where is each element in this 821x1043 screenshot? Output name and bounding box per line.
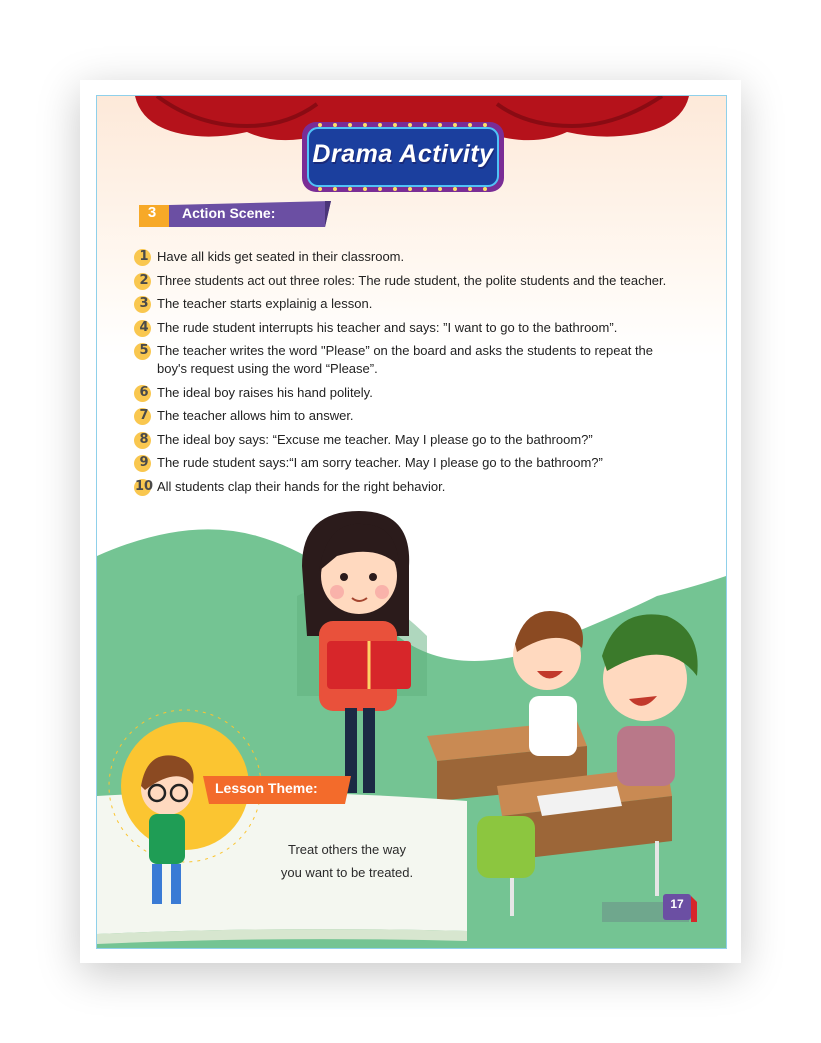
section-number: 3 (147, 204, 157, 221)
step-number-badge: 5 (133, 342, 155, 360)
step-text: Have all kids get seated in their classroom. (157, 249, 405, 264)
classroom-illustration (97, 96, 726, 948)
step-text: All students clap their hands for the right behavior. (157, 478, 446, 494)
lesson-theme-label: Lesson Theme: (215, 780, 318, 796)
step-text: The rude student interrupts his teacher and says: ”I want to go to the bathroom”. (157, 319, 618, 335)
lesson-line-2: you want to be treated. (280, 865, 414, 880)
step-number-badge: 7 (133, 407, 155, 425)
step-text: The teacher writes the word "Please” on the board and asks the students to repeat the boy's request using the word “Please”. (157, 343, 654, 376)
page-title: Drama Activity (312, 140, 494, 168)
step-number-badge: 8 (133, 431, 155, 449)
section-title: Action Scene: (182, 205, 276, 221)
step-number-badge: 2 (133, 272, 155, 290)
worksheet-page (96, 95, 727, 949)
step-number-badge: 1 (133, 248, 155, 266)
step-number-badge: 10 (134, 478, 154, 494)
page-number: 17 (670, 897, 684, 911)
step-number-badge: 9 (133, 454, 155, 472)
backpack (477, 816, 535, 878)
step-text: Three students act out three roles: The rude student, the polite students and the teacher. (157, 272, 667, 288)
step-text: The teacher starts explainig a lesson. (157, 296, 373, 311)
step-text: The teacher allows him to answer. (157, 408, 354, 423)
lesson-line-1: Treat others the way (287, 842, 406, 857)
step-number-badge: 3 (133, 295, 155, 313)
step-text: The ideal boy says: “Excuse me teacher. May I please go to the bathroom?” (157, 431, 593, 447)
step-number-badge: 4 (133, 319, 155, 337)
step-number-badge: 6 (133, 384, 155, 402)
lesson-theme-text (277, 838, 417, 884)
step-text: The rude student says:“I am sorry teacher. May I please go to the bathroom?” (157, 455, 603, 470)
step-text: The ideal boy raises his hand politely. (157, 384, 373, 400)
